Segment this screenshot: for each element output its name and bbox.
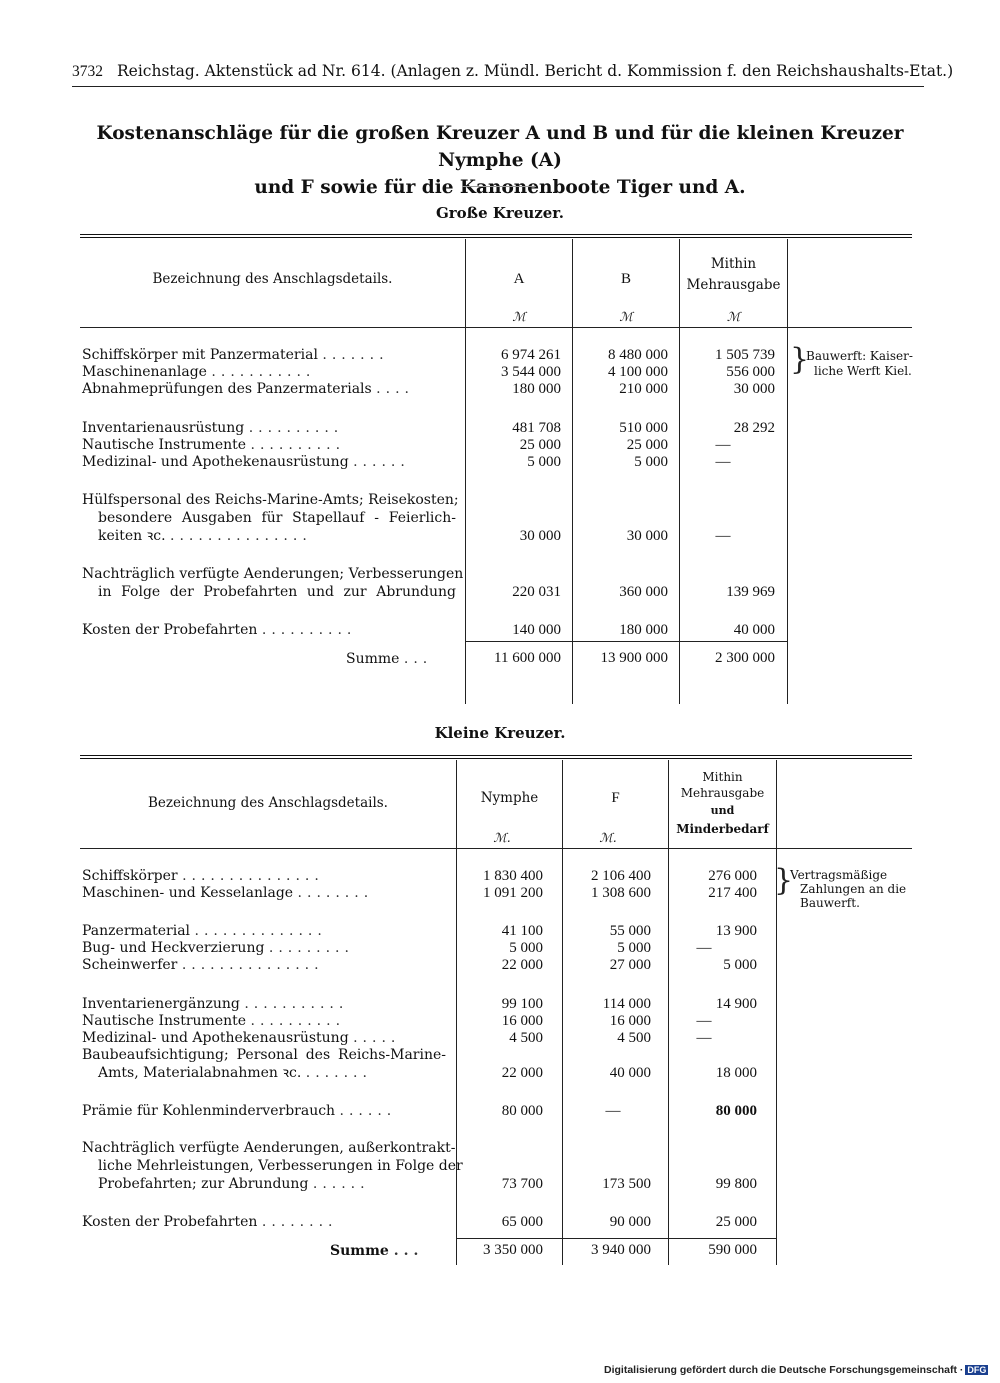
- note-line-2: Zahlungen an die: [800, 882, 907, 896]
- table-row-label: Abnahmeprüfungen des Panzermaterials ....: [82, 381, 414, 397]
- column-header-c-line-1: Mithin: [710, 256, 757, 272]
- header-bottom-rule: [80, 848, 912, 849]
- table-row-label-line-2: besondere Ausgaben für Stapellauf - Feierlich-: [98, 510, 456, 526]
- note-line-3: Bauwerft.: [800, 896, 860, 910]
- table-cell-c: 25 000: [715, 1214, 757, 1230]
- table-cell-c: —: [715, 454, 731, 470]
- table-cell-a: 30 000: [519, 528, 561, 544]
- running-header: [72, 62, 954, 81]
- table-row-label-line-2: Amts, Materialabnahmen ꝛc. .......: [98, 1065, 372, 1081]
- table-cell-c: 1 505 739: [715, 347, 775, 363]
- column-header-a: A: [513, 271, 525, 287]
- column-header-c-line-2: Mehrausgabe: [686, 277, 781, 293]
- sum-cell-b: 13 900 000: [600, 650, 668, 666]
- table-row-label: Nautische Instrumente ..........: [82, 1013, 346, 1029]
- column-header-label: Bezeichnung des Anschlagsdetails.: [148, 795, 388, 811]
- table-cell-b: 114 000: [602, 996, 651, 1012]
- column-header-c-line-3: und: [710, 804, 735, 817]
- table-cell-c: 30 000: [733, 381, 775, 397]
- table-row-label: Maschinen- und Kesselanlage ........: [82, 885, 374, 901]
- table-cell-c: 99 800: [715, 1176, 757, 1192]
- table-row-label-line-1: Hülfspersonal des Reichs-Marine-Amts; Reisekosten;: [82, 492, 459, 508]
- table-cell-b: 8 480 000: [608, 347, 668, 363]
- table-row-label: Schiffskörper ...............: [82, 868, 324, 884]
- table-cell-b: 4 100 000: [608, 364, 668, 380]
- table-cell-b: 5 000: [617, 940, 651, 956]
- table-cell-a: 180 000: [512, 381, 561, 397]
- table-cell-a: 41 100: [501, 923, 543, 939]
- note-line-1: Bauwerft: Kaiser-: [806, 349, 913, 363]
- table-cell-c: 40 000: [733, 622, 775, 638]
- sum-cell-b: 3 940 000: [591, 1242, 651, 1258]
- table-cell-a: 16 000: [501, 1013, 543, 1029]
- table-cell-a: 99 100: [501, 996, 543, 1012]
- table-cell-c: —: [715, 437, 731, 453]
- table-row-label: Nautische Instrumente ..........: [82, 437, 346, 453]
- table-row-label: Medizinal- und Apothekenausrüstung ......: [82, 454, 410, 470]
- table-cell-a: 5 000: [527, 454, 561, 470]
- sum-label: Summe ...: [330, 1243, 424, 1259]
- table-cell-a: 1 091 200: [483, 885, 543, 901]
- digitization-footer: Digitalisierung gefördert durch die Deutsche Forschungsgemeinschaft · DFG: [604, 1364, 987, 1376]
- table-cell-a: 1 830 400: [483, 868, 543, 884]
- running-title: Reichstag. Aktenstück ad Nr. 614. (Anlagen z. Mündl. Bericht d. Kommission f. den Reichshaushalts-Etat.): [117, 62, 954, 80]
- table-cell-b: 30 000: [626, 528, 668, 544]
- table-cell-c: —: [715, 528, 731, 544]
- table-row-label-line-3: keiten ꝛc. ...............: [98, 528, 312, 544]
- table-row-label: Inventarienausrüstung ..........: [82, 420, 344, 436]
- table-cell-c: —: [696, 940, 712, 956]
- table-cell-a: 73 700: [501, 1176, 543, 1192]
- unit-label-b: ℳ.: [599, 830, 617, 845]
- table-cell-a: 6 974 261: [501, 347, 561, 363]
- section-title-large-cruisers: Große Kreuzer.: [435, 204, 565, 222]
- table-row-label: Prämie für Kohlenminderverbrauch ......: [82, 1103, 397, 1119]
- header-rule: [72, 86, 924, 87]
- table-cell-a: 22 000: [501, 957, 543, 973]
- table-cell-a: 22 000: [501, 1065, 543, 1081]
- table-top-rule: [80, 755, 912, 759]
- table-cell-b: 1 308 600: [591, 885, 651, 901]
- column-header-c-line-2: Mehrausgabe: [680, 786, 765, 800]
- table-cell-a: 3 544 000: [501, 364, 561, 380]
- table-row-label-line-2: liche Mehrleistungen, Verbesserungen in Folge der: [98, 1158, 463, 1174]
- column-header-b: F: [611, 790, 620, 806]
- table-cell-b: 25 000: [626, 437, 668, 453]
- unit-label-a: ℳ: [512, 309, 526, 324]
- table-cell-c: 14 900: [715, 996, 757, 1012]
- table-cell-a: 481 708: [512, 420, 561, 436]
- table-cell-b: 180 000: [619, 622, 668, 638]
- table-cell-b: 173 500: [602, 1176, 651, 1192]
- table-cell-b: 16 000: [609, 1013, 651, 1029]
- table-cell-c: 18 000: [715, 1065, 757, 1081]
- main-title-line-2: und F sowie für die Kanonenboote Tiger und A.: [254, 177, 746, 198]
- column-rule: [787, 239, 788, 704]
- table-cell-b: 210 000: [619, 381, 668, 397]
- column-rule: [776, 760, 777, 1265]
- unit-label-a: ℳ.: [493, 830, 511, 845]
- table-cell-a: 5 000: [509, 940, 543, 956]
- sum-label: Summe ...: [346, 651, 433, 667]
- table-top-rule: [80, 234, 912, 238]
- table-row-label-line-1: Baubeaufsichtigung; Personal des Reichs-Marine-: [82, 1047, 446, 1063]
- table-cell-c: 13 900: [715, 923, 757, 939]
- table-cell-c: 556 000: [726, 364, 775, 380]
- sum-cell-a: 11 600 000: [494, 650, 561, 666]
- table-cell-c: 5 000: [723, 957, 757, 973]
- unit-label-c: ℳ: [726, 309, 741, 324]
- table-cell-a: 220 031: [512, 584, 561, 600]
- table-row-label: Scheinwerfer ...............: [82, 957, 324, 973]
- page-number: 3732: [72, 63, 103, 80]
- column-header-a: Nymphe: [480, 790, 539, 806]
- column-header-b: B: [620, 271, 631, 287]
- brace-symbol: }: [774, 863, 794, 898]
- table-row-label: Maschinenanlage ...........: [82, 364, 316, 380]
- table-cell-c: 276 000: [708, 868, 757, 884]
- table-cell-a: 140 000: [512, 622, 561, 638]
- table-cell-b: —: [605, 1103, 621, 1119]
- table-cell-c: —: [696, 1013, 712, 1029]
- column-header-label: Bezeichnung des Anschlagsdetails.: [152, 271, 393, 287]
- column-header-c-line-1: Mithin: [702, 770, 743, 784]
- sum-cell-a: 3 350 000: [483, 1242, 543, 1258]
- table-cell-a: 25 000: [519, 437, 561, 453]
- table-cell-c: 80 000: [715, 1103, 757, 1119]
- table-cell-a: 4 500: [509, 1030, 543, 1046]
- sum-rule: [465, 641, 787, 642]
- table-cell-b: 27 000: [609, 957, 651, 973]
- table-row-label: Bug- und Heckverzierung .........: [82, 940, 354, 956]
- sum-cell-c: 2 300 000: [715, 650, 775, 666]
- table-row-label-line-1: Nachträglich verfügte Aenderungen, außerkontrakt-: [82, 1140, 456, 1156]
- table-cell-b: 5 000: [634, 454, 668, 470]
- table-cell-b: 360 000: [619, 584, 668, 600]
- table-row-label: Medizinal- und Apothekenausrüstung .....: [82, 1030, 401, 1046]
- footer-text: Digitalisierung gefördert durch die Deutsche Forschungsgemeinschaft: [604, 1364, 957, 1376]
- unit-label-b: ℳ: [619, 309, 633, 324]
- dfg-logo: DFG: [967, 1365, 987, 1375]
- main-title-line-1: Kostenanschläge für die großen Kreuzer A und B und für die kleinen Kreuzer Nymphe (A): [96, 123, 904, 171]
- sum-cell-c: 590 000: [708, 1242, 757, 1258]
- table-cell-b: 4 500: [617, 1030, 651, 1046]
- column-header-c-line-4: Minderbedarf: [676, 822, 769, 836]
- table-row-label: Panzermaterial ..............: [82, 923, 327, 939]
- section-title-small-cruisers: Kleine Kreuzer.: [434, 724, 566, 742]
- table-row-label: Kosten der Probefahrten ..........: [82, 622, 357, 638]
- table-row-label: Kosten der Probefahrten ........: [82, 1214, 338, 1230]
- table-cell-b: 2 106 400: [591, 868, 651, 884]
- table-cell-a: 80 000: [501, 1103, 543, 1119]
- table-cell-c: 139 969: [726, 584, 775, 600]
- note-line-1: Vertragsmäßige: [790, 868, 888, 882]
- sum-rule: [456, 1238, 776, 1239]
- table-row-label: Schiffskörper mit Panzermaterial .......: [82, 347, 389, 363]
- table-cell-c: —: [696, 1030, 712, 1046]
- header-bottom-rule: [80, 327, 912, 328]
- table-cell-b: 55 000: [609, 923, 651, 939]
- title-divider: [462, 186, 536, 187]
- table-cell-a: 65 000: [501, 1214, 543, 1230]
- note-line-2: liche Werft Kiel.: [814, 364, 912, 378]
- table-cell-c: 217 400: [708, 885, 757, 901]
- table-cell-b: 510 000: [619, 420, 668, 436]
- table-row-label-line-1: Nachträglich verfügte Aenderungen; Verbesserungen: [82, 566, 464, 582]
- brace-symbol: }: [790, 342, 810, 377]
- table-row-label: Inventarienergänzung ...........: [82, 996, 349, 1012]
- table-row-label-line-3: Probefahrten; zur Abrundung ......: [98, 1176, 370, 1192]
- table-cell-c: 28 292: [733, 420, 775, 436]
- table-cell-b: 40 000: [609, 1065, 651, 1081]
- main-title: [60, 120, 940, 201]
- table-row-label-line-2: in Folge der Probefahrten und zur Abrundung: [98, 584, 456, 600]
- table-cell-b: 90 000: [609, 1214, 651, 1230]
